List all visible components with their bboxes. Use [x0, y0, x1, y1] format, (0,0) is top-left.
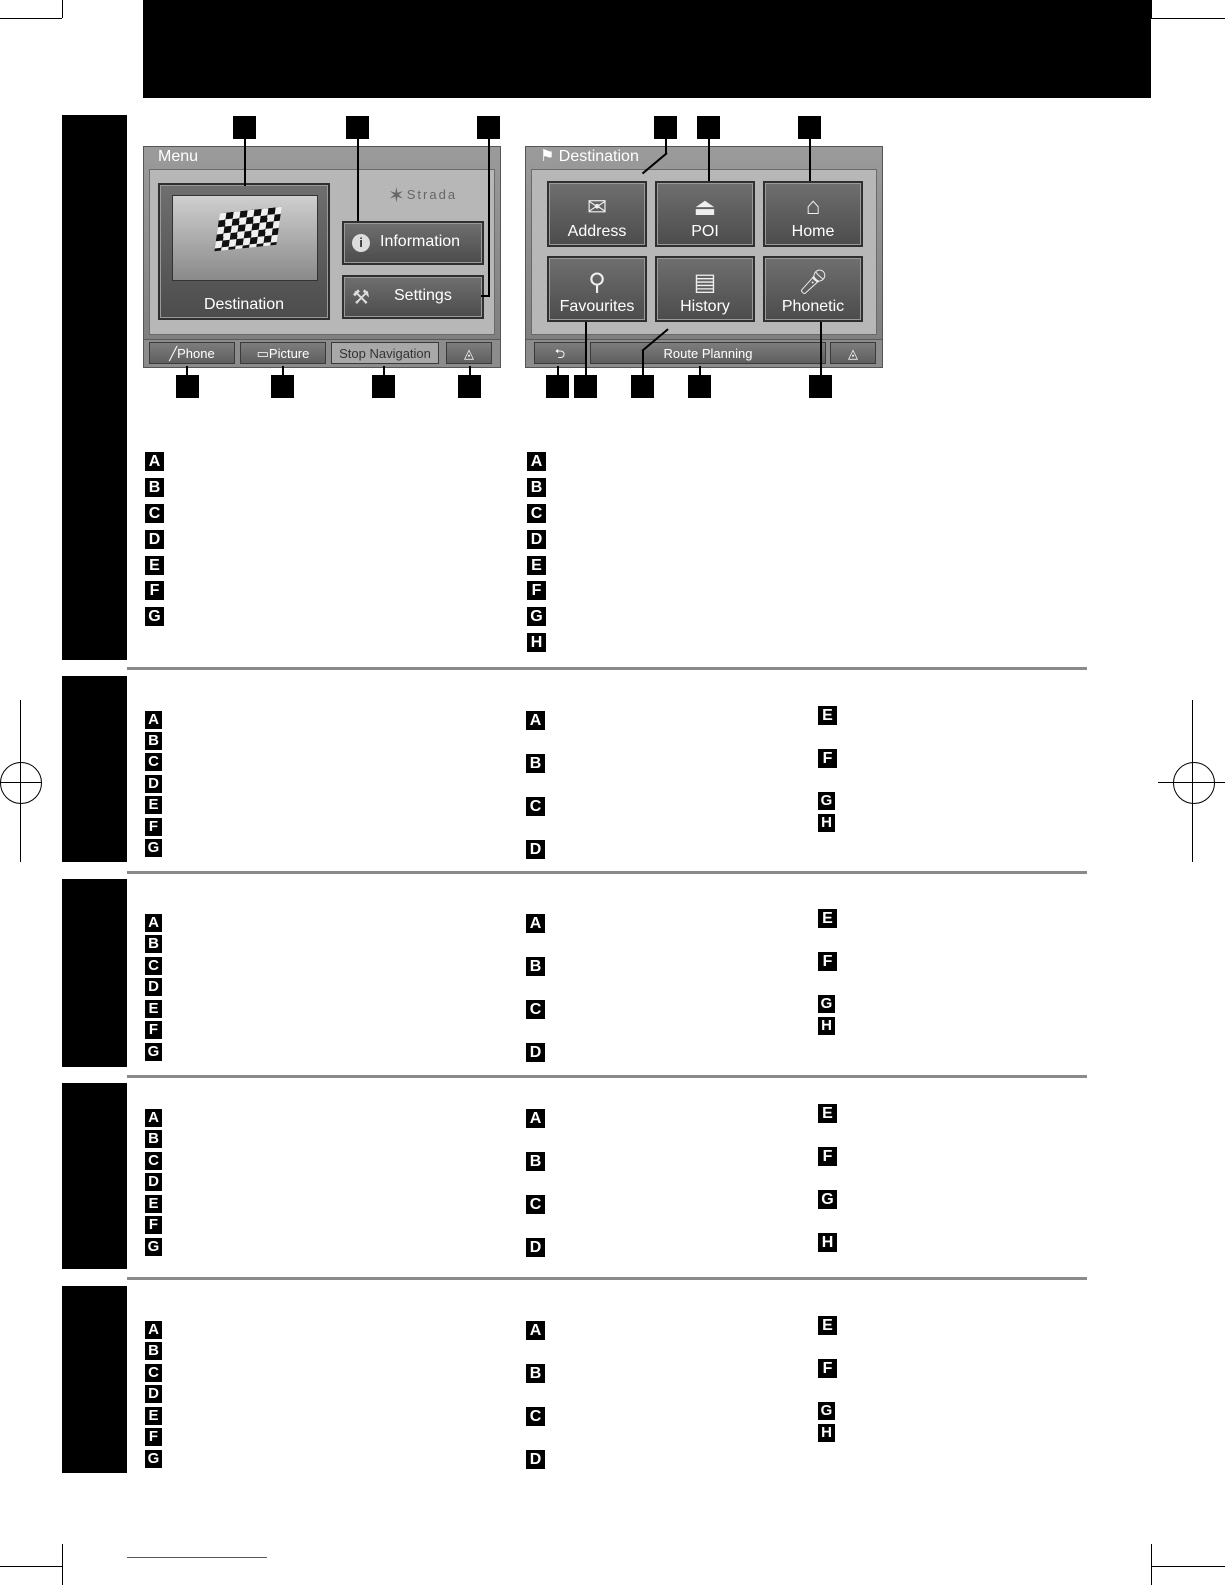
label-d: D	[145, 1173, 162, 1191]
destination-screen	[525, 146, 883, 368]
label-b: B	[526, 1364, 545, 1383]
label-g: G	[145, 1043, 162, 1061]
label-c: C	[526, 1000, 545, 1019]
label-h: H	[818, 1017, 835, 1035]
label-g: G	[145, 1238, 162, 1256]
poi-label: POI	[691, 223, 719, 240]
label-c: C	[145, 504, 164, 523]
leader-line	[383, 366, 385, 376]
settings-button[interactable]	[342, 275, 484, 319]
callout-marker	[809, 375, 832, 398]
label-f: F	[145, 1021, 162, 1039]
label-a: A	[526, 711, 545, 730]
callout-marker	[372, 375, 395, 398]
leader-line	[809, 139, 811, 181]
label-h: H	[818, 1424, 835, 1442]
history-label: History	[680, 298, 730, 315]
crop-mark	[0, 1566, 62, 1567]
callout-marker	[233, 116, 256, 139]
label-a: A	[145, 1321, 162, 1339]
label-f: F	[818, 952, 837, 971]
compass-button[interactable]	[830, 342, 876, 364]
wrench-icon: ⚒	[352, 287, 370, 309]
label-a: A	[145, 1109, 162, 1127]
label-a: A	[145, 914, 162, 932]
label-h: H	[527, 633, 546, 652]
label-b: B	[526, 1152, 545, 1171]
label-b: B	[145, 935, 162, 953]
label-c: C	[526, 1407, 545, 1426]
phonetic-button[interactable]	[763, 256, 863, 322]
leader-line	[282, 366, 284, 376]
back-arrow-icon: ⮌	[554, 346, 566, 361]
label-b: B	[145, 732, 162, 750]
label-c: C	[527, 504, 546, 523]
label-a: A	[145, 452, 164, 471]
label-b: B	[145, 1342, 162, 1360]
poi-icon: ⏏	[693, 194, 717, 221]
picture-button[interactable]: ▭Picture	[240, 342, 326, 364]
leader-line	[357, 139, 359, 221]
label-f: F	[145, 1216, 162, 1234]
label-e: E	[145, 1407, 162, 1425]
menu-screen	[143, 146, 501, 368]
label-a: A	[145, 711, 162, 729]
label-c: C	[145, 1152, 162, 1170]
label-c: C	[145, 1364, 162, 1382]
flag-icon: ⚑	[540, 148, 555, 165]
address-button[interactable]	[547, 181, 647, 247]
section-divider	[127, 1075, 1087, 1078]
side-tab	[62, 115, 127, 660]
callout-marker	[697, 116, 720, 139]
pushpin-icon: ⚲	[588, 269, 606, 296]
crop-mark	[62, 0, 63, 18]
label-d: D	[526, 840, 545, 859]
leader-line	[469, 366, 471, 376]
house-icon: ⌂	[805, 193, 821, 220]
label-b: B	[526, 754, 545, 773]
label-f: F	[145, 581, 164, 600]
destination-flag-image	[172, 195, 318, 281]
information-label: Information	[380, 233, 461, 250]
crop-mark	[1151, 18, 1225, 19]
label-d: D	[526, 1043, 545, 1062]
label-f: F	[818, 1147, 837, 1166]
phone-icon: ╱	[169, 346, 178, 361]
clipboard-icon: ▤	[693, 269, 717, 296]
leader-line	[820, 322, 822, 376]
registration-mark	[1192, 700, 1193, 862]
label-f: F	[145, 1428, 162, 1446]
label-b: B	[145, 1130, 162, 1148]
label-g: G	[818, 1402, 835, 1420]
menu-bottom-bar	[144, 339, 500, 367]
leader-line	[642, 350, 644, 376]
label-e: E	[818, 1104, 837, 1123]
label-f: F	[818, 1359, 837, 1378]
callout-marker	[477, 116, 500, 139]
label-h: H	[818, 1233, 837, 1252]
label-f: F	[818, 749, 837, 768]
destination-label: Destination	[203, 296, 285, 313]
crop-mark	[0, 18, 62, 19]
label-e: E	[818, 706, 837, 725]
picture-icon: ▭	[256, 346, 269, 361]
label-g: G	[527, 607, 546, 626]
label-e: E	[145, 1195, 162, 1213]
strada-logo: ✶Strada	[388, 185, 458, 207]
registration-mark	[0, 782, 42, 783]
callout-marker	[688, 375, 711, 398]
label-b: B	[526, 957, 545, 976]
label-c: C	[526, 797, 545, 816]
label-g: G	[818, 995, 835, 1013]
microphone-icon: 🎤︎	[797, 269, 829, 296]
label-g: G	[818, 792, 835, 810]
poi-button[interactable]	[655, 181, 755, 247]
label-e: E	[527, 556, 546, 575]
side-tab	[62, 879, 127, 1067]
registration-mark	[20, 700, 21, 862]
label-h: H	[818, 814, 835, 832]
home-button[interactable]	[763, 181, 863, 247]
registration-mark	[1173, 762, 1215, 804]
callout-marker	[631, 375, 654, 398]
favourites-label: Favourites	[559, 298, 635, 315]
label-d: D	[527, 530, 546, 549]
label-d: D	[145, 530, 164, 549]
leader-line	[488, 139, 490, 297]
checkered-flag-icon	[214, 207, 281, 252]
callout-marker	[271, 375, 294, 398]
footer-rule	[127, 1557, 267, 1558]
label-e: E	[145, 796, 162, 814]
leader-line	[244, 139, 246, 186]
label-a: A	[527, 452, 546, 471]
label-f: F	[527, 581, 546, 600]
compass-icon: ◬	[464, 346, 474, 361]
envelope-icon: ✉	[586, 194, 608, 221]
callout-marker	[458, 375, 481, 398]
label-a: A	[526, 1321, 545, 1340]
screen-title: Menu	[158, 148, 199, 165]
label-d: D	[526, 1238, 545, 1257]
address-label: Address	[567, 223, 627, 240]
leader-line	[699, 366, 701, 376]
label-g: G	[145, 1450, 162, 1468]
compass-button[interactable]	[446, 342, 492, 364]
info-icon: i	[352, 234, 370, 252]
crop-mark	[62, 1544, 63, 1585]
label-c: C	[145, 957, 162, 975]
phone-button[interactable]: ╱Phone	[149, 342, 235, 364]
side-tab	[62, 1083, 127, 1269]
destination-bottom-bar	[526, 339, 882, 367]
callout-marker	[574, 375, 597, 398]
label-d: D	[526, 1450, 545, 1469]
callout-marker	[546, 375, 569, 398]
destination-button[interactable]	[158, 183, 330, 320]
leader-line	[481, 295, 490, 297]
compass-icon: ◬	[848, 346, 858, 361]
leader-line	[557, 366, 559, 376]
screen-title: ⚑ Destination	[540, 148, 639, 165]
label-c: C	[145, 753, 162, 771]
back-button[interactable]	[534, 342, 586, 364]
crop-mark	[1151, 1566, 1225, 1567]
label-g: G	[145, 839, 162, 857]
callout-marker	[654, 116, 677, 139]
callout-marker	[176, 375, 199, 398]
route-planning-button[interactable]: Route Planning	[590, 342, 826, 364]
home-label: Home	[791, 223, 835, 240]
section-divider	[127, 871, 1087, 874]
leader-line	[585, 322, 587, 376]
leader-line	[708, 139, 710, 181]
crop-mark	[1151, 1544, 1152, 1585]
information-button[interactable]	[342, 221, 484, 265]
label-g: G	[818, 1190, 837, 1209]
label-a: A	[526, 1109, 545, 1128]
label-b: B	[527, 478, 546, 497]
section-divider	[127, 667, 1087, 670]
side-tab	[62, 676, 127, 862]
section-divider	[127, 1277, 1087, 1280]
label-d: D	[145, 978, 162, 996]
leader-line	[186, 366, 188, 376]
history-button[interactable]	[655, 256, 755, 322]
label-d: D	[145, 775, 162, 793]
label-g: G	[145, 607, 164, 626]
header-band	[143, 0, 1151, 98]
label-e: E	[145, 556, 164, 575]
label-a: A	[526, 914, 545, 933]
crop-mark	[1151, 0, 1152, 18]
label-c: C	[526, 1195, 545, 1214]
label-e: E	[818, 909, 837, 928]
registration-mark	[0, 762, 42, 804]
phonetic-label: Phonetic	[781, 298, 845, 315]
label-d: D	[145, 1385, 162, 1403]
stop-navigation-button[interactable]: Stop Navigation	[331, 342, 439, 364]
side-tab	[62, 1286, 127, 1473]
label-f: F	[145, 818, 162, 836]
label-e: E	[818, 1316, 837, 1335]
favourites-button[interactable]	[547, 256, 647, 322]
settings-label: Settings	[394, 287, 452, 304]
callout-marker	[798, 116, 821, 139]
callout-marker	[346, 116, 369, 139]
label-b: B	[145, 478, 164, 497]
label-e: E	[145, 1000, 162, 1018]
